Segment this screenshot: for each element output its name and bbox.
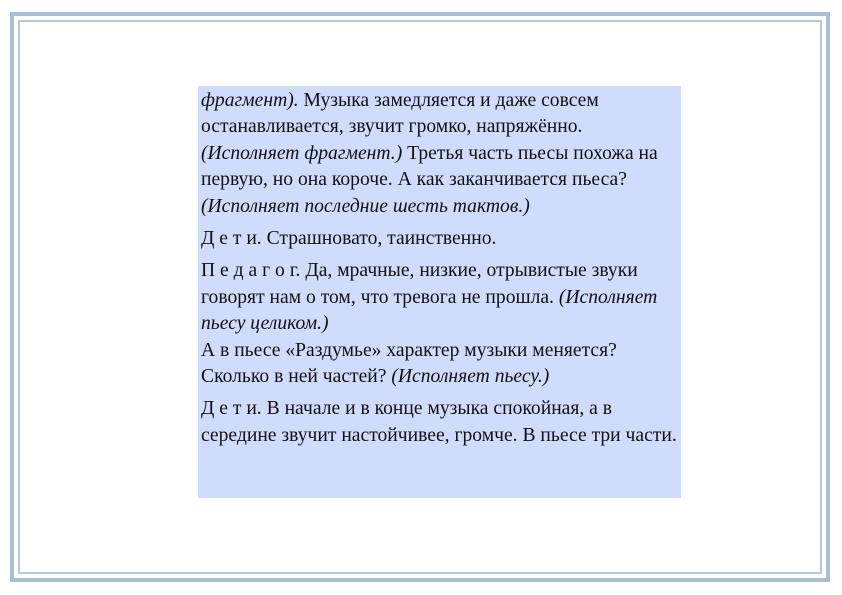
text-span: А в пьесе «Раздумье» характер музыки меняется? Сколько в ней частей?: [201, 339, 617, 388]
paragraph-4: [201, 338, 677, 391]
stage-direction: (Исполняет фрагмент.): [201, 142, 403, 164]
stage-direction: (Исполняет пьесу целиком.): [201, 286, 658, 335]
text-span: фрагмент).: [201, 90, 299, 111]
text-span: Д е т и. Страшновато, таинственно.: [201, 228, 497, 250]
stage-direction: (Исполняет последние шесть тактов.): [201, 195, 530, 217]
text-span: Д е т и. В начале и в конце музыка спокойная, а в середине звучит настойчивее, громче. В пьесе три части.: [201, 398, 677, 446]
paragraph-5: [201, 396, 677, 449]
text-span: Музыка замедляется и даже совсем останавливается, звучит громко, напряжённо.: [201, 90, 599, 138]
paragraph-2: [201, 226, 677, 252]
paragraph-3: [201, 258, 677, 337]
text-box: [198, 86, 681, 498]
text-span: Третья часть пьесы похожа на первую, но она короче. А как заканчивается пьеса?: [201, 142, 658, 191]
stage-direction: (Исполняет пьесу.): [391, 366, 550, 388]
text-span: П е д а г о г. Да, мрачные, низкие, отрывистые звуки говорят нам о том, что тревога не прошла.: [201, 260, 638, 308]
paragraph-1: [201, 88, 677, 220]
